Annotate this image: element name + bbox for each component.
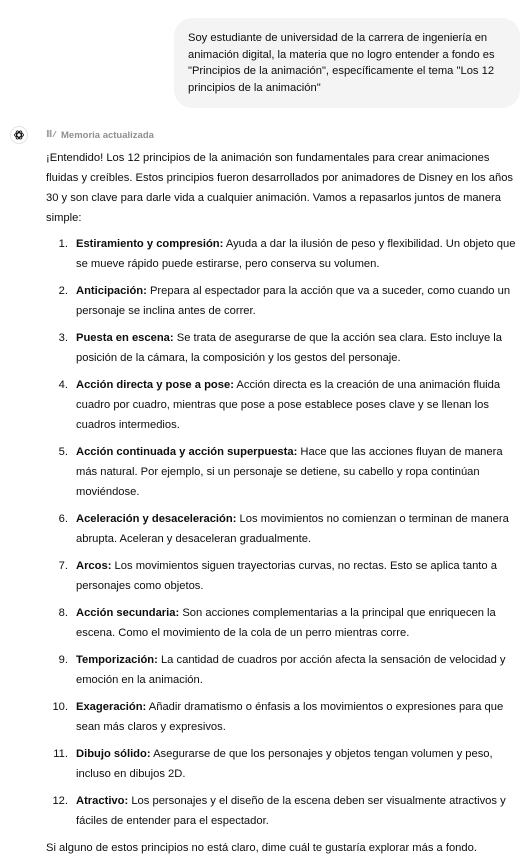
list-item [46,509,520,549]
list-item-number: 4. [58,379,68,391]
list-item-number: 10. [52,701,68,713]
list-item-description: Los movimientos siguen trayectorias curvas, no rectas. Esto se aplica tanto a personajes como objetos. [76,560,497,592]
list-item-number: 3. [58,332,68,344]
list-item-term: Puesta en escena: [76,332,174,344]
list-item-description: Los movimientos no comienzan o terminan de manera abrupta. Aceleran y desaceleran gradualmente. [76,513,509,545]
list-item-term: Acción directa y pose a pose: [76,379,234,391]
list-item [46,556,520,596]
list-item-text [76,509,520,549]
list-item-description: Hace que las acciones fluyan de manera más natural. Por ejemplo, si un personaje se detiene, su cabello y ropa continúan moviéndose. [76,446,503,498]
list-item-text [76,791,520,831]
list-item-term: Aceleración y desaceleración: [76,513,237,525]
list-item-term: Exageración: [76,701,147,713]
list-item-number: 9. [58,654,68,666]
list-item-term: Atractivo: [76,795,129,807]
list-item-term: Acción secundaria: [76,607,180,619]
list-item [46,281,520,321]
list-item-text [76,328,520,368]
list-item-description: Los personajes y el diseño de la escena deben ser visualmente atractivos y fáciles de entender para el espectador. [76,795,506,827]
list-item-description: La cantidad de cuadros por acción afecta la sensación de velocidad y emoción en la animación. [76,654,506,686]
list-item-text [76,744,520,784]
list-item-number: 8. [58,607,68,619]
memory-edit-icon [46,128,57,142]
list-item [46,442,520,502]
list-item-term: Estiramiento y compresión: [76,238,224,250]
list-item-text [76,234,520,274]
list-item-text [76,375,520,435]
list-item-text [76,603,520,643]
memory-updated-label: Memoria actualizada [61,129,154,141]
openai-logo-icon [10,126,28,144]
list-item-description: Prepara al espectador para la acción que va a suceder, como cuando un personaje se inclina antes de correr. [76,285,511,317]
list-item-number: 2. [58,285,68,297]
intro-paragraph: ¡Entendido! Los 12 principios de la animación son fundamentales para crear animaciones fluidas y creíbles. Estos principios fueron desarrollados por animadores de Disney en los años 30 y son clave para darle vida a cualquier animación. Vamos a repasarlos juntos de manera simple: [46,152,514,224]
list-item [46,328,520,368]
list-item-number: 5. [58,446,68,458]
list-item-description: Acción directa es la creación de una animación fluida cuadro por cuadro, mientras que pose a pose establece poses clave y se llenan los cuadros intermedios. [76,379,501,431]
principles-list [46,234,520,831]
list-item-text [76,650,520,690]
memory-updated-indicator[interactable] [46,128,154,142]
list-item-description: Se trata de asegurarse de que la acción sea clara. Esto incluye la posición de la cámara, la composición y los gestos del personaje. [76,332,503,364]
user-message-bubble: Soy estudiante de universidad de la carrera de ingeniería en animación digital, la materia que no logro entender a fondo es "Principios de la animación", específicamente el tema "Los 12 principios de la animación" [174,18,520,108]
list-item-description: Añadir dramatismo o énfasis a los movimientos o expresiones para que sean más claros y expresivos. [76,701,504,733]
list-item [46,375,520,435]
list-item [46,791,520,831]
assistant-response [46,148,520,858]
list-item-term: Acción continuada y acción superpuesta: [76,446,298,458]
list-item-number: 6. [58,513,68,525]
list-item-text [76,442,520,502]
list-item [46,603,520,643]
list-item-term: Temporización: [76,654,158,666]
list-item [46,650,520,690]
list-item-number: 1. [58,238,68,250]
list-item-description: Asegurarse de que los personajes y objetos tengan volumen y peso, incluso en dibujos 2D. [76,748,493,780]
outro-paragraph: Si alguno de estos principios no está claro, dime cuál te gustaría explorar más a fondo. [46,842,477,854]
list-item-number: 11. [53,748,68,760]
list-item-term: Anticipación: [76,285,147,297]
list-item-number: 12. [52,795,68,807]
user-message-row [0,18,520,108]
list-item-text [76,556,520,596]
list-item [46,697,520,737]
list-item [46,234,520,274]
list-item-number: 7. [58,560,68,572]
list-item-description: Son acciones complementarias a la principal que enriquecen la escena. Como el movimiento de la cola de un perro mientras corre. [76,607,496,639]
list-item-term: Arcos: [76,560,112,572]
list-item-text [76,697,520,737]
list-item-term: Dibujo sólido: [76,748,151,760]
list-item-text [76,281,520,321]
list-item [46,744,520,784]
list-item-description: Ayuda a dar la ilusión de peso y flexibilidad. Un objeto que se mueve rápido puede estirarse, pero conserva su volumen. [76,238,516,270]
